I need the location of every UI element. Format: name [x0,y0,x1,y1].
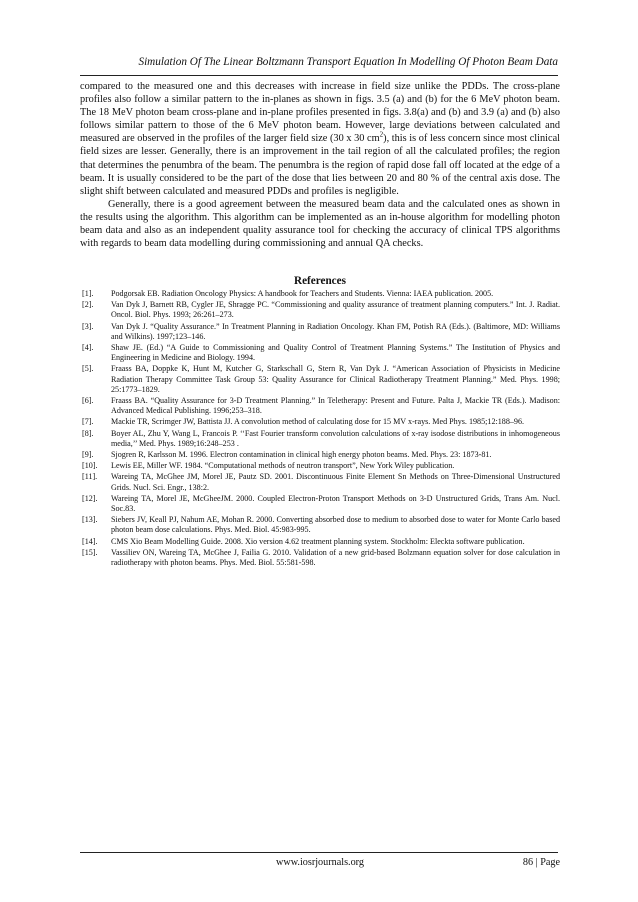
reference-text: Sjogren R, Karlsson M. 1996. Electron contamination in clinical high energy photon beams. Med. Phys. 23: 1873-81. [111,449,492,459]
reference-number: [6]. [82,395,94,405]
reference-text: Shaw JE. (Ed.) “A Guide to Commissioning and Quality Control of Treatment Planning Systems.” The Institution of Physics and Engineering in Medicine and Biology. 1994. [111,343,560,363]
reference-text: Podgorsak EB. Radiation Oncology Physics: A handbook for Teachers and Students. Vienna: IAEA publication. 2005. [111,289,494,298]
page-number: 86 | Page [522,857,560,868]
reference-text: Van Dyk J, Barnett RB, Cygler JE, Shragge PC. “Commissioning and quality assurance of treatment planning computers.” Int. J. Radiat. Oncol. Biol. Phys. 1993; 26:261–273. [111,300,560,320]
reference-number: [14]. [82,536,98,546]
reference-number: [3]. [82,321,94,331]
reference-item [80,515,560,535]
reference-item [80,429,560,449]
paragraph-1 [80,80,560,198]
reference-number: [15]. [82,547,98,557]
reference-item [80,300,560,320]
reference-text: Mackie TR, Scrimger JW, Battista JJ. A convolution method of calculating dose for 15 MV x-rays. Med Phys. 1985;12:188–96. [111,417,525,427]
paragraph-2: Generally, there is a good agreement between the measured beam data and the calculated ones as shown in the results using the algorithm. This algorithm can be implemented as an in-house algorithm for modelling photon beam data and also as an independent quality assurance tool for checking the accuracy of clinical TPS algorithms with regards to beam data modelling during commissioning and annual QA checks. [80,198,560,250]
journal-url[interactable]: www.iosrjournals.org [275,857,364,868]
reference-item [80,322,560,342]
reference-text: Wareing TA, McGhee JM, Morel JE, Pautz SD. 2001. Discontinuous Finite Element Sn Methods on Three-Dimensional Unstructured Grids. Nucl. Sci. Engr., 138:2. [111,472,560,492]
reference-item [80,537,560,547]
reference-text: CMS Xio Beam Modelling Guide. 2008. Xio version 4.62 treatment planning system. Stockholm: Eleckta software publication. [111,536,525,546]
reference-number: [11]. [82,472,98,482]
reference-number: [9]. [82,449,94,459]
reference-number: [2]. [82,300,94,310]
header-rule [80,75,558,76]
reference-text: Lewis EE, Miller WF. 1984. “Computational methods of neutron transport”, New York Wiley publication. [111,461,455,471]
reference-item [80,548,560,568]
reference-number: [10]. [82,461,98,471]
reference-text: Wareing TA, Morel JE, McGheeJM. 2000. Coupled Electron-Proton Transport Methods on 3-D Unstructured Grids, Trans Am. Nucl. Soc.83. [111,493,560,513]
reference-item [80,364,560,394]
references-heading: References [294,275,346,287]
reference-number: [8]. [82,428,94,438]
reference-number: [12]. [82,493,98,503]
reference-number: [5]. [82,364,94,374]
superscript-2: 2 [379,130,384,139]
reference-text: Vassiliev ON, Wareing TA, McGhee J, Failia G. 2010. Validation of a new grid-based Bolzmann equation solver for dose calculation in radiotherapy with photon beams. Phys. Med. Biol. 55:581-598. [111,547,560,567]
reference-item [80,343,560,363]
paragraph-1-part-b: ), this is of less concern since most clinical field sizes are lesser. Generally, there is an improvement in the tail region of all the calculated profiles; the region that determines the penumbra of the beam. The penumbra is the region of rapid dose fall off located at the edge of a beam. It is usually considered to be the part of the dose that lies between 20 and 80 % of the central axis dose. The slight shift between calculated and measured PDDs and profiles is negligible. [80,133,561,197]
reference-item [80,450,560,460]
footer-rule [80,852,558,853]
reference-text: Siebers JV, Keall PJ, Nahum AE, Mohan R. 2000. Converting absorbed dose to medium to absorbed dose to water for Monte Carlo based photon beam dose calculations. Phys. Med. Biol. 45:983-995. [111,515,560,535]
references-list [80,289,560,569]
reference-text: Boyer AL, Zhu Y, Wang L, Francois P. ‘‘Fast Fourier transform convolution calculations of x-ray isodose distributions in inhomogeneous media,’’ Med. Phys. 1989;16:248–253 . [111,428,560,448]
reference-text: Fraass BA, Doppke K, Hunt M, Kutcher G, Starkschall G, Stern R, Van Dyk J. “American Association of Physicists in Medicine Radiation Therapy Committee Task Group 53: Quality Assurance for Clinical Radiotherapy Treatment Planning.” Med. Phys. 1998; 25:1773–1829. [111,364,560,394]
reference-item [80,289,560,299]
reference-item [80,494,560,514]
reference-item [80,417,560,427]
reference-item [80,396,560,416]
reference-number: [4]. [82,343,94,353]
reference-text: Fraass BA. “Quality Assurance for 3-D Treatment Planning.” In Teletherapy: Present and Future. Palta J, Mackie TR (Eds.). Madison: Advanced Medical Publishing. 1996;253–318. [111,395,560,415]
reference-number: [13]. [82,515,98,525]
reference-text: Van Dyk J. “Quality Assurance.” In Treatment Planning in Radiation Oncology. Khan FM, Potish RA (Eds.). (Baltimore, MD: Williams and Wilkins). 1997;123–146. [111,321,560,341]
reference-number: [7]. [82,417,94,427]
running-header: Simulation Of The Linear Boltzmann Transport Equation In Modelling Of Photon Beam Data [138,56,558,68]
paragraph-1-part-a: compared to the measured one and this decreases with increase in field size unlike the PDDs. The cross-plane profiles also follow a similar pattern to the in-planes as shown in figs. 3.5 (a) and (b) for the 6 MeV photon beam. The 18 MeV photon beam cross-plane and in-plane profiles presented in figs. 3.8(a) and (b) and 3.9 (a) and (b) also follows similar pattern to those of the 6 MeV photon beam. However, large deviations between calculated and measured are observed in the profiles of the larger field size (30 x 30 cm [80,81,560,145]
main-text [80,80,560,250]
reference-number: [1]. [82,289,94,298]
reference-item [80,461,560,471]
reference-item [80,472,560,492]
